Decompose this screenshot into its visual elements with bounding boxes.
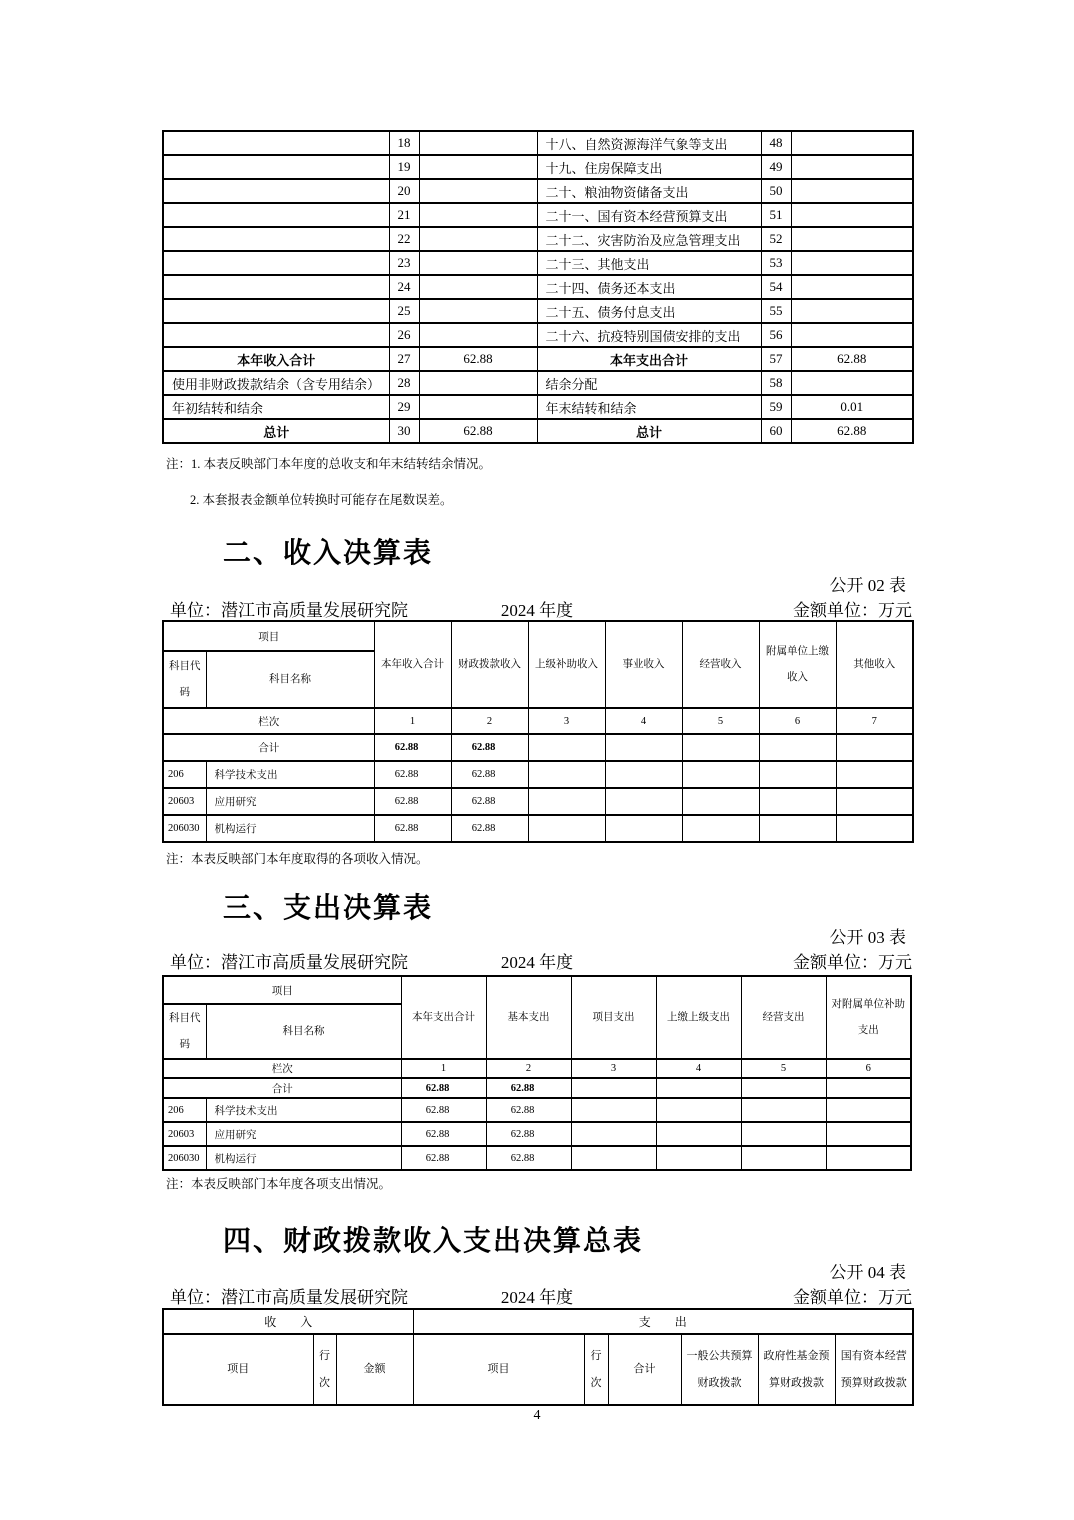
column-header-cell: 金额: [336, 1334, 413, 1405]
column-header-cell: 其他收入: [836, 621, 913, 708]
column-header-cell: 附属单位上缴收入: [759, 621, 836, 708]
code-cell: 20603: [163, 788, 206, 815]
item-cell: [163, 275, 389, 299]
line-cell: 60: [761, 419, 791, 443]
column-header-cell: 行次: [584, 1334, 608, 1405]
total-row: [163, 1078, 911, 1098]
lanci-cell: 栏次: [163, 1059, 401, 1078]
line-cell: 22: [389, 227, 419, 251]
column-header-cell: 上缴上级支出: [656, 976, 741, 1059]
section-title-fiscal: 四、财政拨款收入支出决算总表: [223, 1225, 644, 1256]
line-cell: 25: [389, 299, 419, 323]
item-cell: 年末结转和结余: [537, 395, 761, 419]
col-num-cell: 5: [682, 708, 759, 734]
item-cell: [163, 131, 389, 155]
item-cell: 年初结转和结余: [163, 395, 389, 419]
item-cell: 二十五、债务付息支出: [537, 299, 761, 323]
expense-meta-line: [162, 948, 912, 970]
unit-label: 单位：潜江市高质量发展研究院: [170, 953, 408, 972]
value-cell: [759, 815, 836, 842]
value-cell: 62.88: [401, 1122, 486, 1146]
item-cell: 十八、自然资源海洋气象等支出: [537, 131, 761, 155]
name-cell: 机构运行: [206, 815, 374, 842]
section-title-expense: 三、支出决算表: [223, 892, 434, 923]
item-cell: [163, 227, 389, 251]
value-cell: 62.88: [374, 815, 451, 842]
value-cell: [826, 1122, 911, 1146]
expense-note: 注：本表反映部门本年度各项支出情况。: [166, 1177, 392, 1191]
code-cell: 20603: [163, 1122, 206, 1146]
total-label-cell: 合计: [163, 1078, 401, 1098]
value-cell: 62.88: [451, 788, 528, 815]
item-cell: 二十六、抗疫特别国债安排的支出: [537, 323, 761, 347]
value-cell: 62.88: [374, 761, 451, 788]
value-cell: [605, 788, 682, 815]
table-row: [163, 1146, 911, 1170]
item-cell: [163, 299, 389, 323]
amount-cell: [419, 275, 537, 299]
amount-cell: [419, 203, 537, 227]
value-cell: [656, 1078, 741, 1098]
code-cell: 206: [163, 761, 206, 788]
amount-cell: [791, 179, 913, 203]
line-cell: 24: [389, 275, 419, 299]
amount-cell: [419, 131, 537, 155]
column-header-cell: 上级补助收入: [528, 621, 605, 708]
code-cell: 206: [163, 1098, 206, 1122]
column-header-cell: 事业收入: [605, 621, 682, 708]
column-header-cell: 政府性基金预算财政拨款: [758, 1334, 835, 1405]
amount-cell: [419, 371, 537, 395]
column-header-cell: 一般公共预算财政拨款: [681, 1334, 758, 1405]
total-row: [163, 734, 913, 761]
year-label: 2024 年度: [500, 953, 574, 972]
item-cell: 二十三、其他支出: [537, 251, 761, 275]
table-row: [163, 251, 913, 275]
value-cell: [826, 1146, 911, 1170]
col-num-cell: 3: [571, 1059, 656, 1078]
column-header-cell: 国有资本经营预算财政拨款: [835, 1334, 913, 1405]
line-cell: 55: [761, 299, 791, 323]
table-row: [163, 179, 913, 203]
col-num-cell: 6: [759, 708, 836, 734]
line-cell: 52: [761, 227, 791, 251]
column-header-cell: 项目: [413, 1334, 584, 1405]
subject-name-header-cell: 科目名称: [206, 1004, 401, 1059]
lanci-cell: 栏次: [163, 708, 374, 734]
column-header-cell: 本年支出合计: [401, 976, 486, 1059]
money-unit-label: 金额单位：万元: [793, 601, 912, 620]
amount-cell: [419, 299, 537, 323]
value-cell: [528, 734, 605, 761]
year-label: 2024 年度: [500, 1288, 574, 1307]
amount-cell: [791, 131, 913, 155]
value-cell: [759, 788, 836, 815]
value-cell: [656, 1122, 741, 1146]
value-cell: [682, 734, 759, 761]
name-cell: 科学技术支出: [206, 761, 374, 788]
value-cell: 62.88: [401, 1078, 486, 1098]
value-cell: [528, 761, 605, 788]
amount-cell: [419, 395, 537, 419]
sheet-label-03: 公开 03 表: [829, 928, 906, 947]
value-cell: 62.88: [374, 788, 451, 815]
column-header-cell: 项目: [163, 1334, 313, 1405]
amount-cell: [791, 299, 913, 323]
value-cell: [741, 1146, 826, 1170]
income-meta-line: [162, 596, 912, 618]
amount-cell: 62.88: [791, 347, 913, 371]
project-header-cell: 项目: [163, 621, 374, 651]
amount-cell: [791, 275, 913, 299]
table-row: [163, 1122, 911, 1146]
income-group-header-cell: 收入: [163, 1309, 413, 1334]
value-cell: 62.88: [451, 761, 528, 788]
header-row: [163, 1334, 913, 1405]
value-cell: [656, 1098, 741, 1122]
table-row: [163, 761, 913, 788]
table-row: [163, 1098, 911, 1122]
value-cell: [759, 761, 836, 788]
item-cell: [163, 155, 389, 179]
column-header-cell: 基本支出: [486, 976, 571, 1059]
fiscal-meta-line: [162, 1283, 912, 1305]
table-row: [163, 395, 913, 419]
amount-cell: [791, 251, 913, 275]
year-label: 2024 年度: [500, 601, 574, 620]
value-cell: [826, 1078, 911, 1098]
col-num-cell: 1: [374, 708, 451, 734]
value-cell: 62.88: [374, 734, 451, 761]
table-row: [163, 815, 913, 842]
value-cell: 62.88: [401, 1098, 486, 1122]
table-row: [163, 788, 913, 815]
column-header-cell: 合计: [608, 1334, 681, 1405]
table-row: [163, 275, 913, 299]
amount-cell: [791, 227, 913, 251]
line-cell: 29: [389, 395, 419, 419]
header-row: [163, 621, 913, 651]
item-cell: [163, 251, 389, 275]
summary-note-1: 注：1. 本表反映部门本年度的总收支和年末结转结余情况。: [166, 457, 492, 471]
table-row: [163, 155, 913, 179]
code-cell: 206030: [163, 1146, 206, 1170]
amount-cell: [419, 155, 537, 179]
item-cell: 结余分配: [537, 371, 761, 395]
value-cell: [826, 1098, 911, 1122]
subject-code-header-cell: 科目代码: [163, 1004, 206, 1059]
column-header-cell: 经营收入: [682, 621, 759, 708]
line-cell: 30: [389, 419, 419, 443]
header-row: [163, 976, 911, 1004]
amount-cell: [419, 251, 537, 275]
value-cell: [571, 1122, 656, 1146]
summary-note-2: 2. 本套报表金额单位转换时可能存在尾数误差。: [190, 493, 453, 507]
amount-cell: [791, 203, 913, 227]
project-header-cell: 项目: [163, 976, 401, 1004]
line-cell: 48: [761, 131, 791, 155]
item-cell: 使用非财政拨款结余（含专用结余）: [163, 371, 389, 395]
col-num-cell: 7: [836, 708, 913, 734]
group-header-row: [163, 1309, 913, 1334]
name-cell: 科学技术支出: [206, 1098, 401, 1122]
value-cell: [836, 815, 913, 842]
value-cell: [682, 761, 759, 788]
line-cell: 49: [761, 155, 791, 179]
value-cell: [605, 734, 682, 761]
value-cell: [571, 1098, 656, 1122]
line-cell: 18: [389, 131, 419, 155]
amount-cell: [419, 179, 537, 203]
name-cell: 应用研究: [206, 1122, 401, 1146]
column-header-cell: 项目支出: [571, 976, 656, 1059]
col-num-cell: 2: [451, 708, 528, 734]
column-header-cell: 对附属单位补助支出: [826, 976, 911, 1059]
line-cell: 23: [389, 251, 419, 275]
col-num-cell: 3: [528, 708, 605, 734]
item-cell: 二十、粮油物资储备支出: [537, 179, 761, 203]
item-cell: 十九、住房保障支出: [537, 155, 761, 179]
item-cell: 二十二、灾害防治及应急管理支出: [537, 227, 761, 251]
income-note: 注：本表反映部门本年度取得的各项收入情况。: [166, 852, 429, 866]
subject-name-header-cell: 科目名称: [206, 651, 374, 708]
item-cell: 二十四、债务还本支出: [537, 275, 761, 299]
line-cell: 59: [761, 395, 791, 419]
value-cell: [571, 1146, 656, 1170]
value-cell: 62.88: [451, 734, 528, 761]
column-header-cell: 本年收入合计: [374, 621, 451, 708]
amount-cell: 0.01: [791, 395, 913, 419]
line-cell: 51: [761, 203, 791, 227]
line-cell: 50: [761, 179, 791, 203]
line-cell: 19: [389, 155, 419, 179]
table-row: [163, 323, 913, 347]
income-table: [162, 620, 914, 843]
col-num-cell: 2: [486, 1059, 571, 1078]
value-cell: 62.88: [401, 1146, 486, 1170]
column-header-cell: 行次: [313, 1334, 336, 1405]
table-row: [163, 299, 913, 323]
table-row-total: [163, 347, 913, 371]
name-cell: 机构运行: [206, 1146, 401, 1170]
item-cell: [163, 179, 389, 203]
column-header-cell: 财政拨款收入: [451, 621, 528, 708]
line-cell: 56: [761, 323, 791, 347]
line-cell: 27: [389, 347, 419, 371]
code-cell: 206030: [163, 815, 206, 842]
value-cell: [656, 1146, 741, 1170]
unit-label: 单位：潜江市高质量发展研究院: [170, 601, 408, 620]
amount-cell: [419, 227, 537, 251]
item-cell: 总计: [537, 419, 761, 443]
value-cell: [682, 788, 759, 815]
value-cell: [741, 1122, 826, 1146]
unit-label: 单位：潜江市高质量发展研究院: [170, 1288, 408, 1307]
value-cell: [836, 734, 913, 761]
table-row: [163, 371, 913, 395]
column-header-cell: 经营支出: [741, 976, 826, 1059]
line-cell: 57: [761, 347, 791, 371]
amount-cell: 62.88: [791, 419, 913, 443]
amount-cell: 62.88: [419, 347, 537, 371]
amount-cell: 62.88: [419, 419, 537, 443]
line-cell: 54: [761, 275, 791, 299]
value-cell: [528, 815, 605, 842]
name-cell: 应用研究: [206, 788, 374, 815]
value-cell: 62.88: [486, 1122, 571, 1146]
amount-cell: [791, 323, 913, 347]
item-cell: 本年支出合计: [537, 347, 761, 371]
item-cell: 总计: [163, 419, 389, 443]
value-cell: 62.88: [486, 1146, 571, 1170]
value-cell: [836, 788, 913, 815]
item-cell: [163, 323, 389, 347]
line-cell: 20: [389, 179, 419, 203]
amount-cell: [791, 155, 913, 179]
value-cell: 62.88: [486, 1078, 571, 1098]
value-cell: 62.88: [486, 1098, 571, 1122]
expense-group-header-cell: 支出: [413, 1309, 913, 1334]
item-cell: 二十一、国有资本经营预算支出: [537, 203, 761, 227]
amount-cell: [791, 371, 913, 395]
table-row: [163, 227, 913, 251]
fiscal-table: [162, 1308, 914, 1406]
value-cell: [682, 815, 759, 842]
item-cell: 本年收入合计: [163, 347, 389, 371]
total-label-cell: 合计: [163, 734, 374, 761]
line-cell: 58: [761, 371, 791, 395]
value-cell: [741, 1078, 826, 1098]
value-cell: 62.88: [451, 815, 528, 842]
col-num-cell: 5: [741, 1059, 826, 1078]
table-row: [163, 131, 913, 155]
sheet-label-02: 公开 02 表: [829, 576, 906, 595]
col-num-cell: 4: [656, 1059, 741, 1078]
line-cell: 28: [389, 371, 419, 395]
item-cell: [163, 203, 389, 227]
value-cell: [528, 788, 605, 815]
amount-cell: [419, 323, 537, 347]
page-number: 4: [533, 1408, 541, 1423]
value-cell: [605, 761, 682, 788]
summary-table: [162, 130, 914, 444]
value-cell: [605, 815, 682, 842]
col-num-cell: 6: [826, 1059, 911, 1078]
table-row: [163, 203, 913, 227]
line-cell: 26: [389, 323, 419, 347]
money-unit-label: 金额单位：万元: [793, 953, 912, 972]
table-row-total: [163, 419, 913, 443]
money-unit-label: 金额单位：万元: [793, 1288, 912, 1307]
value-cell: [759, 734, 836, 761]
expense-table: [162, 975, 912, 1171]
line-cell: 53: [761, 251, 791, 275]
lanci-row: [163, 1059, 911, 1078]
lanci-row: [163, 708, 913, 734]
col-num-cell: 1: [401, 1059, 486, 1078]
value-cell: [836, 761, 913, 788]
value-cell: [741, 1098, 826, 1122]
sheet-label-04: 公开 04 表: [829, 1263, 906, 1282]
subject-code-header-cell: 科目代码: [163, 651, 206, 708]
col-num-cell: 4: [605, 708, 682, 734]
value-cell: [571, 1078, 656, 1098]
section-title-income: 二、收入决算表: [223, 537, 434, 568]
line-cell: 21: [389, 203, 419, 227]
